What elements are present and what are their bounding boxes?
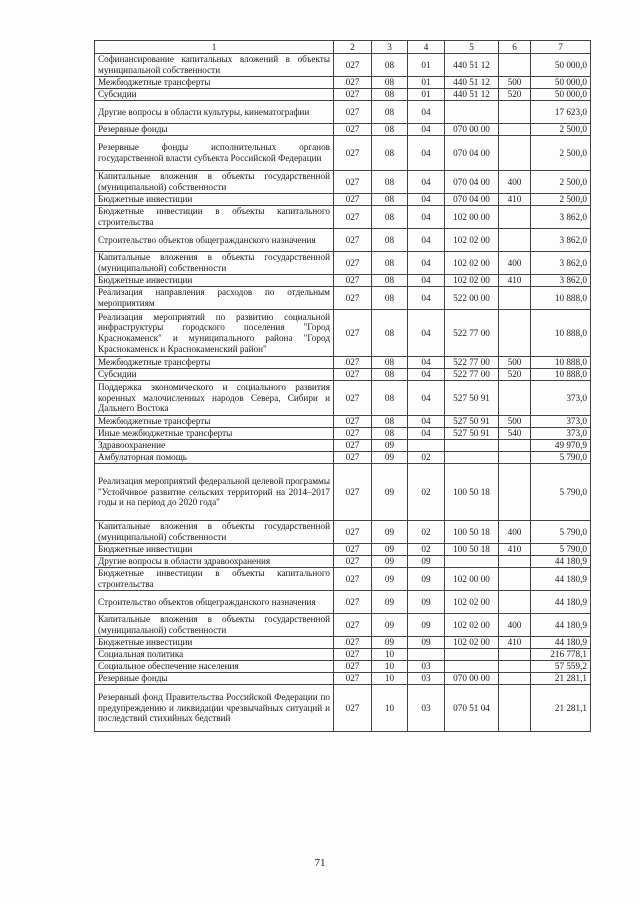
row-section-code: 08 [372, 194, 408, 206]
row-section-code: 08 [372, 136, 408, 171]
row-target-article-code: 070 00 00 [445, 673, 499, 685]
row-target-article-code: 522 00 00 [445, 287, 499, 310]
row-subsection-code: 04 [408, 171, 445, 194]
table-row [95, 556, 591, 568]
row-amount: 44 180,9 [531, 591, 591, 614]
row-target-article-code: 440 51 12 [445, 54, 499, 77]
table-row [95, 89, 591, 101]
row-ministry-code: 027 [334, 194, 372, 206]
table-row [95, 275, 591, 287]
row-section-code: 08 [372, 357, 408, 369]
row-subsection-code: 04 [408, 229, 445, 252]
table-row [95, 452, 591, 464]
table-row [95, 568, 591, 591]
row-ministry-code: 027 [334, 544, 372, 556]
table-row [95, 464, 591, 521]
row-amount: 10 888,0 [531, 287, 591, 310]
table-row [95, 194, 591, 206]
row-amount: 2 500,0 [531, 194, 591, 206]
row-subsection-code: 02 [408, 452, 445, 464]
row-expense-type-code: 520 [499, 369, 531, 381]
row-section-code: 09 [372, 544, 408, 556]
row-subsection-code: 04 [408, 357, 445, 369]
row-section-code: 08 [372, 101, 408, 124]
table-row [95, 206, 591, 229]
row-ministry-code: 027 [334, 275, 372, 287]
row-amount: 3 862,0 [531, 275, 591, 287]
row-expense-type-code [499, 649, 531, 661]
row-subsection-code: 04 [408, 416, 445, 428]
row-target-article-code: 070 00 00 [445, 124, 499, 136]
row-amount: 2 500,0 [531, 171, 591, 194]
row-expense-type-code [499, 464, 531, 521]
row-expense-type-code: 410 [499, 637, 531, 649]
row-name-cell: Капитальные вложения в объекты государственной (муниципальной) собственности [95, 252, 334, 275]
row-expense-type-code [499, 310, 531, 357]
row-expense-type-code: 400 [499, 252, 531, 275]
row-section-code: 08 [372, 416, 408, 428]
table-row [95, 381, 591, 416]
table-row [95, 357, 591, 369]
row-amount: 373,0 [531, 428, 591, 440]
table-row [95, 685, 591, 732]
row-name-cell: Строительство объектов общегражданского назначения [95, 591, 334, 614]
row-name-cell: Резервные фонды исполнительных органов государственной власти субъекта Российской Федерации [95, 136, 334, 171]
row-subsection-code: 04 [408, 101, 445, 124]
row-section-code: 10 [372, 661, 408, 673]
table-row [95, 310, 591, 357]
row-target-article-code: 522 77 00 [445, 357, 499, 369]
row-name-cell: Капитальные вложения в объекты государственной (муниципальной) собственности [95, 614, 334, 637]
row-section-code: 10 [372, 649, 408, 661]
row-ministry-code: 027 [334, 357, 372, 369]
row-name-cell: Капитальные вложения в объекты государственной (муниципальной) собственности [95, 171, 334, 194]
row-ministry-code: 027 [334, 89, 372, 101]
row-subsection-code: 04 [408, 275, 445, 287]
row-name-cell: Другие вопросы в области культуры, кинематографии [95, 101, 334, 124]
header-col-5: 5 [445, 41, 499, 54]
row-target-article-code: 102 00 00 [445, 206, 499, 229]
table-row [95, 287, 591, 310]
row-name-cell: Реализация мероприятий федеральной целевой программы "Устойчивое развитие сельских территорий на 2014–2017 годы и на период до 2020 года" [95, 464, 334, 521]
row-name-cell: Реализация направления расходов по отдельным мероприятиям [95, 287, 334, 310]
row-name-cell: Бюджетные инвестиции в объекты капитального строительства [95, 568, 334, 591]
row-amount: 44 180,9 [531, 637, 591, 649]
row-ministry-code: 027 [334, 556, 372, 568]
row-name-cell: Социальная политика [95, 649, 334, 661]
row-section-code: 09 [372, 614, 408, 637]
table-row [95, 171, 591, 194]
row-target-article-code: 440 51 12 [445, 89, 499, 101]
row-ministry-code: 027 [334, 416, 372, 428]
row-ministry-code: 027 [334, 77, 372, 89]
row-ministry-code: 027 [334, 124, 372, 136]
row-expense-type-code: 540 [499, 428, 531, 440]
row-amount: 50 000,0 [531, 77, 591, 89]
row-amount: 5 790,0 [531, 544, 591, 556]
row-subsection-code: 03 [408, 685, 445, 732]
row-expense-type-code [499, 136, 531, 171]
row-target-article-code [445, 452, 499, 464]
row-subsection-code: 02 [408, 521, 445, 544]
table-row [95, 591, 591, 614]
row-amount: 3 862,0 [531, 252, 591, 275]
table-row [95, 521, 591, 544]
row-name-cell: Реализация мероприятий по развитию социальной инфраструктуры городского поселения "Город Краснокаменск" и муниципального района "Город Краснокаменск и Краснокаменский район" [95, 310, 334, 357]
row-subsection-code: 04 [408, 287, 445, 310]
table-row [95, 77, 591, 89]
row-subsection-code: 04 [408, 124, 445, 136]
row-section-code: 08 [372, 252, 408, 275]
table-row [95, 229, 591, 252]
row-expense-type-code [499, 452, 531, 464]
row-target-article-code [445, 440, 499, 452]
row-section-code: 10 [372, 685, 408, 732]
row-name-cell: Бюджетные инвестиции в объекты капитального строительства [95, 206, 334, 229]
row-expense-type-code: 400 [499, 171, 531, 194]
row-expense-type-code [499, 287, 531, 310]
row-amount: 50 000,0 [531, 89, 591, 101]
table-row [95, 428, 591, 440]
row-target-article-code: 070 04 00 [445, 136, 499, 171]
row-target-article-code: 100 50 18 [445, 464, 499, 521]
row-name-cell: Поддержка экономического и социального развития коренных малочисленных народов Севера, Сибири и Дальнего Востока [95, 381, 334, 416]
row-ministry-code: 027 [334, 637, 372, 649]
table-row [95, 673, 591, 685]
row-section-code: 09 [372, 637, 408, 649]
row-expense-type-code [499, 229, 531, 252]
header-row [95, 41, 591, 54]
table-row [95, 614, 591, 637]
row-amount: 49 970,9 [531, 440, 591, 452]
row-name-cell: Строительство объектов общегражданского назначения [95, 229, 334, 252]
row-expense-type-code: 410 [499, 544, 531, 556]
row-expense-type-code: 410 [499, 275, 531, 287]
table-row [95, 544, 591, 556]
row-expense-type-code [499, 101, 531, 124]
table-row [95, 54, 591, 77]
row-section-code: 08 [372, 124, 408, 136]
header-col-3: 3 [372, 41, 408, 54]
row-amount: 44 180,9 [531, 556, 591, 568]
row-amount: 2 500,0 [531, 124, 591, 136]
header-col-4: 4 [408, 41, 445, 54]
table-row [95, 637, 591, 649]
row-target-article-code [445, 556, 499, 568]
row-expense-type-code [499, 661, 531, 673]
row-amount: 3 862,0 [531, 229, 591, 252]
row-subsection-code: 09 [408, 568, 445, 591]
row-expense-type-code: 400 [499, 614, 531, 637]
row-subsection-code: 09 [408, 614, 445, 637]
page-number: 71 [314, 857, 326, 869]
row-ministry-code: 027 [334, 464, 372, 521]
row-section-code: 08 [372, 369, 408, 381]
table-row [95, 101, 591, 124]
row-section-code: 09 [372, 568, 408, 591]
table-row [95, 416, 591, 428]
row-ministry-code: 027 [334, 661, 372, 673]
row-ministry-code: 027 [334, 369, 372, 381]
row-name-cell: Резервные фонды [95, 673, 334, 685]
row-target-article-code: 102 02 00 [445, 275, 499, 287]
row-amount: 21 281,1 [531, 673, 591, 685]
row-ministry-code: 027 [334, 521, 372, 544]
row-section-code: 09 [372, 556, 408, 568]
row-name-cell: Социальное обеспечение населения [95, 661, 334, 673]
row-amount: 44 180,9 [531, 614, 591, 637]
row-name-cell: Резервные фонды [95, 124, 334, 136]
row-section-code: 09 [372, 464, 408, 521]
row-ministry-code: 027 [334, 310, 372, 357]
row-name-cell: Другие вопросы в области здравоохранения [95, 556, 334, 568]
row-subsection-code: 09 [408, 556, 445, 568]
row-name-cell: Бюджетные инвестиции [95, 637, 334, 649]
row-name-cell: Межбюджетные трансферты [95, 416, 334, 428]
row-section-code: 08 [372, 428, 408, 440]
table-row [95, 124, 591, 136]
row-name-cell: Бюджетные инвестиции [95, 194, 334, 206]
row-ministry-code: 027 [334, 206, 372, 229]
row-ministry-code: 027 [334, 229, 372, 252]
row-expense-type-code: 410 [499, 194, 531, 206]
row-amount: 373,0 [531, 416, 591, 428]
row-expense-type-code: 400 [499, 521, 531, 544]
row-section-code: 09 [372, 440, 408, 452]
header-col-2: 2 [334, 41, 372, 54]
row-subsection-code: 01 [408, 89, 445, 101]
row-expense-type-code [499, 381, 531, 416]
row-ministry-code: 027 [334, 287, 372, 310]
row-target-article-code: 102 02 00 [445, 614, 499, 637]
row-target-article-code: 522 77 00 [445, 369, 499, 381]
row-section-code: 08 [372, 89, 408, 101]
row-name-cell: Субсидии [95, 89, 334, 101]
table-row [95, 661, 591, 673]
row-expense-type-code [499, 206, 531, 229]
row-amount: 3 862,0 [531, 206, 591, 229]
row-expense-type-code [499, 591, 531, 614]
row-amount: 21 281,1 [531, 685, 591, 732]
row-subsection-code: 01 [408, 54, 445, 77]
row-expense-type-code [499, 568, 531, 591]
table-row [95, 649, 591, 661]
row-expense-type-code [499, 440, 531, 452]
row-ministry-code: 027 [334, 252, 372, 275]
row-amount: 10 888,0 [531, 310, 591, 357]
row-amount: 10 888,0 [531, 369, 591, 381]
row-amount: 5 790,0 [531, 464, 591, 521]
row-ministry-code: 027 [334, 568, 372, 591]
budget-table [94, 40, 591, 732]
row-expense-type-code [499, 685, 531, 732]
table-row [95, 369, 591, 381]
row-name-cell: Иные межбюджетные трансферты [95, 428, 334, 440]
row-target-article-code [445, 661, 499, 673]
row-ministry-code: 027 [334, 591, 372, 614]
row-ministry-code: 027 [334, 54, 372, 77]
row-section-code: 09 [372, 452, 408, 464]
row-target-article-code: 102 02 00 [445, 591, 499, 614]
row-target-article-code: 070 51 04 [445, 685, 499, 732]
row-amount: 44 180,9 [531, 568, 591, 591]
row-section-code: 08 [372, 77, 408, 89]
table-row [95, 252, 591, 275]
table-body [95, 54, 591, 732]
row-name-cell: Субсидии [95, 369, 334, 381]
row-section-code: 10 [372, 673, 408, 685]
row-amount: 5 790,0 [531, 521, 591, 544]
row-subsection-code: 04 [408, 428, 445, 440]
row-subsection-code: 04 [408, 194, 445, 206]
row-expense-type-code: 500 [499, 416, 531, 428]
row-amount: 10 888,0 [531, 357, 591, 369]
row-section-code: 08 [372, 275, 408, 287]
row-target-article-code [445, 649, 499, 661]
row-ministry-code: 027 [334, 649, 372, 661]
row-name-cell: Бюджетные инвестиции [95, 275, 334, 287]
row-subsection-code: 01 [408, 77, 445, 89]
row-ministry-code: 027 [334, 452, 372, 464]
row-target-article-code: 100 50 18 [445, 521, 499, 544]
row-amount: 57 559,2 [531, 661, 591, 673]
row-section-code: 08 [372, 54, 408, 77]
row-section-code: 09 [372, 521, 408, 544]
row-subsection-code [408, 649, 445, 661]
row-target-article-code: 100 50 18 [445, 544, 499, 556]
row-section-code: 08 [372, 381, 408, 416]
row-name-cell: Межбюджетные трансферты [95, 77, 334, 89]
row-ministry-code: 027 [334, 428, 372, 440]
row-target-article-code: 070 04 00 [445, 194, 499, 206]
row-amount: 50 000,0 [531, 54, 591, 77]
table-header [95, 41, 591, 54]
row-amount: 17 623,0 [531, 101, 591, 124]
row-subsection-code: 03 [408, 673, 445, 685]
row-target-article-code: 070 04 00 [445, 171, 499, 194]
row-expense-type-code: 520 [499, 89, 531, 101]
row-ministry-code: 027 [334, 136, 372, 171]
header-col-6: 6 [499, 41, 531, 54]
row-target-article-code: 527 50 91 [445, 416, 499, 428]
row-subsection-code: 04 [408, 206, 445, 229]
row-subsection-code: 09 [408, 637, 445, 649]
row-ministry-code: 027 [334, 614, 372, 637]
row-target-article-code: 102 02 00 [445, 637, 499, 649]
row-subsection-code: 09 [408, 591, 445, 614]
row-ministry-code: 027 [334, 440, 372, 452]
row-subsection-code: 03 [408, 661, 445, 673]
row-amount: 373,0 [531, 381, 591, 416]
row-subsection-code: 04 [408, 381, 445, 416]
table-row [95, 440, 591, 452]
row-target-article-code: 102 00 00 [445, 568, 499, 591]
row-name-cell: Резервный фонд Правительства Российской Федерации по предупреждению и ликвидации чрезвычайных ситуаций и последствий стихийных бедствий [95, 685, 334, 732]
table-row [95, 136, 591, 171]
header-col-7: 7 [531, 41, 591, 54]
row-section-code: 08 [372, 229, 408, 252]
row-subsection-code: 04 [408, 310, 445, 357]
row-expense-type-code: 500 [499, 357, 531, 369]
row-section-code: 08 [372, 206, 408, 229]
row-name-cell: Межбюджетные трансферты [95, 357, 334, 369]
row-section-code: 08 [372, 287, 408, 310]
row-expense-type-code [499, 673, 531, 685]
row-ministry-code: 027 [334, 171, 372, 194]
row-target-article-code: 527 50 91 [445, 381, 499, 416]
row-expense-type-code [499, 556, 531, 568]
header-col-1: 1 [95, 41, 334, 54]
row-subsection-code: 02 [408, 464, 445, 521]
row-name-cell: Здравоохранение [95, 440, 334, 452]
row-name-cell: Капитальные вложения в объекты государственной (муниципальной) собственности [95, 521, 334, 544]
row-subsection-code [408, 440, 445, 452]
row-subsection-code: 04 [408, 136, 445, 171]
row-subsection-code: 04 [408, 252, 445, 275]
row-target-article-code: 102 02 00 [445, 229, 499, 252]
row-section-code: 08 [372, 171, 408, 194]
row-ministry-code: 027 [334, 673, 372, 685]
row-expense-type-code [499, 124, 531, 136]
row-target-article-code: 527 50 91 [445, 428, 499, 440]
row-subsection-code: 02 [408, 544, 445, 556]
row-ministry-code: 027 [334, 381, 372, 416]
row-name-cell: Бюджетные инвестиции [95, 544, 334, 556]
row-amount: 2 500,0 [531, 136, 591, 171]
row-target-article-code: 440 51 12 [445, 77, 499, 89]
row-amount: 216 778,1 [531, 649, 591, 661]
row-name-cell: Амбулаторная помощь [95, 452, 334, 464]
row-ministry-code: 027 [334, 685, 372, 732]
row-amount: 5 790,0 [531, 452, 591, 464]
row-name-cell: Софинансирование капитальных вложений в объекты муниципальной собственности [95, 54, 334, 77]
row-target-article-code: 102 02 00 [445, 252, 499, 275]
row-expense-type-code [499, 54, 531, 77]
row-ministry-code: 027 [334, 101, 372, 124]
row-expense-type-code: 500 [499, 77, 531, 89]
row-section-code: 09 [372, 591, 408, 614]
row-target-article-code: 522 77 00 [445, 310, 499, 357]
row-section-code: 08 [372, 310, 408, 357]
row-subsection-code: 04 [408, 369, 445, 381]
row-target-article-code [445, 101, 499, 124]
